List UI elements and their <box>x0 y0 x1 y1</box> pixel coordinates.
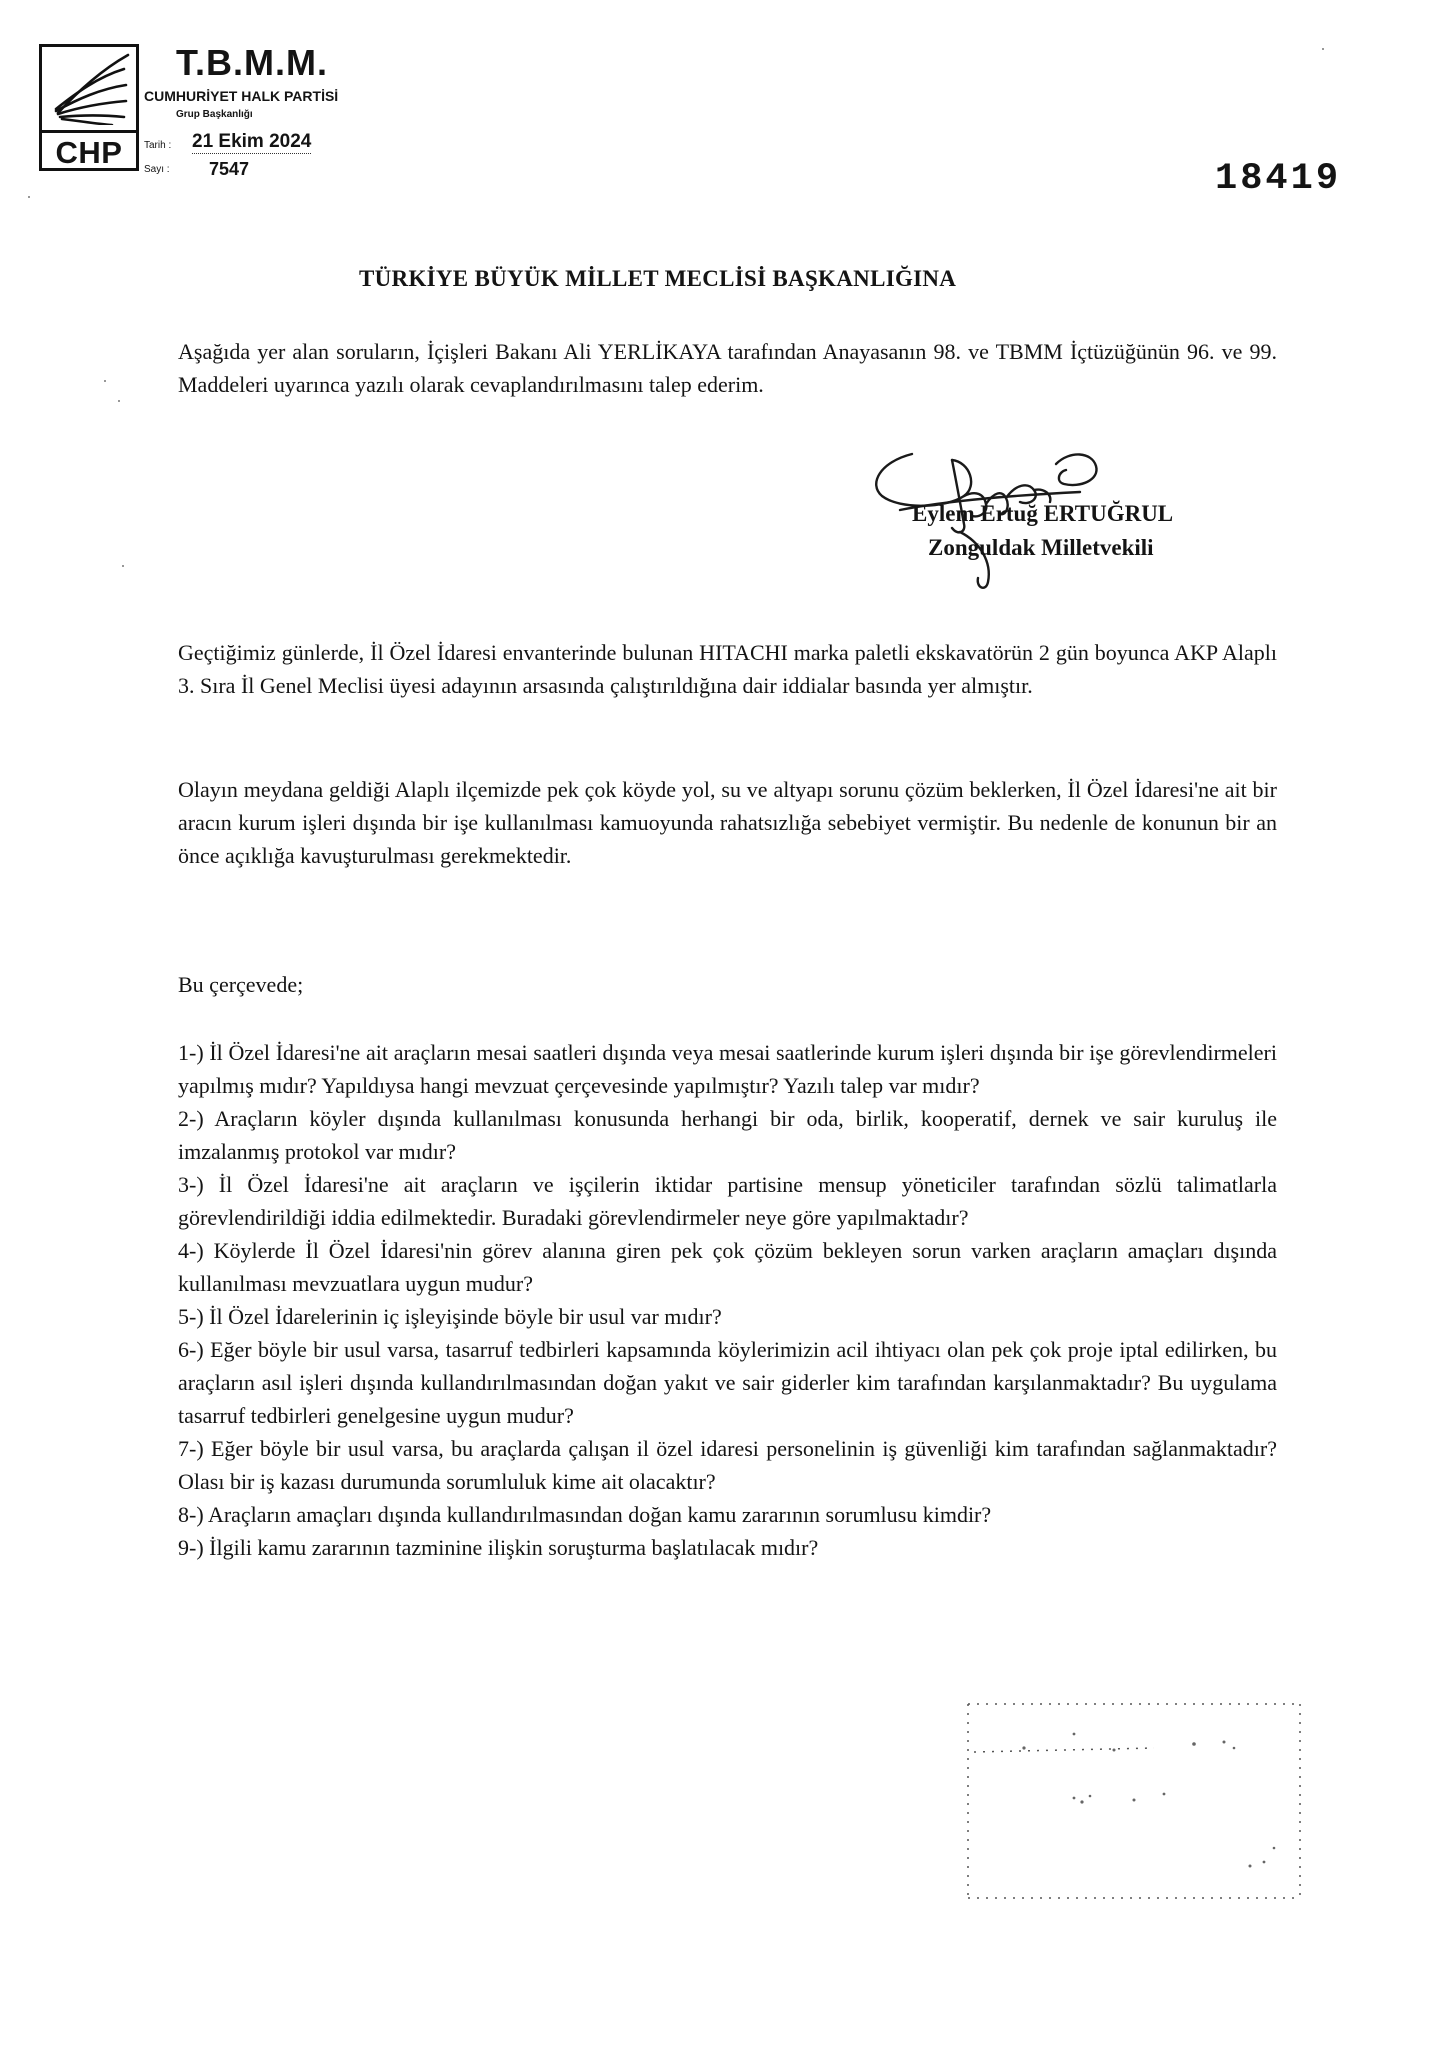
logo-text: CHP <box>55 135 123 170</box>
logo-divider <box>42 130 136 133</box>
party-name: CUMHURİYET HALK PARTİSİ <box>144 88 339 104</box>
question-item: 2-) Araçların köyler dışında kullanılması konusunda herhangi bir oda, birlik, kooperatif, dernek ve sair kuruluş ile imzalanmış protokol var mıdır? <box>178 1106 1277 1164</box>
scan-speck <box>28 196 30 198</box>
paragraph-context: Olayın meydana geldiği Alaplı ilçemizde pek çok köyde yol, su ve altyapı sorunu çözüm beklerken, İl Özel İdaresi'ne ait bir aracın kurum işleri dışında bir işe kullanılması kamuoyunda rahatsızlığa sebebiyet vermiştir. Bu nedenle de konunun bir an önce açıklığa kavuşturulması gerekmektedir. <box>178 777 1277 868</box>
paragraph-allegation: Geçtiğimiz günlerde, İl Özel İdaresi envanterinde bulunan HITACHI marka paletli ekskavatörün 2 gün boyunca AKP Alaplı 3. Sıra İl Genel Meclisi üyesi adayının arsasında çalıştırıldığına dair iddialar basında yer almıştır. <box>178 640 1277 698</box>
document-title: TÜRKİYE BÜYÜK MİLLET MECLİSİ BAŞKANLIĞINA <box>359 266 957 291</box>
question-item: 7-) Eğer böyle bir usul varsa, bu araçlarda çalışan il özel idaresi personelinin iş güvenliği kim tarafından sağlanmaktadır? Olası bir iş kazası durumunda sorumluluk kime ait olacaktır? <box>178 1436 1277 1494</box>
question-item: 6-) Eğer böyle bir usul varsa, tasarruf tedbirleri kapsamında köylerimizin acil ihtiyacı olan pek çok proje iptal edilirken, bu araçların asıl işleri dışında kullandırılmasından doğan yakıt ve sair giderler kim tarafından karşılanmaktadır? Bu uygulama tasarruf tedbirleri genelgesine uygun mudur? <box>178 1337 1277 1428</box>
receipt-stamp <box>964 1698 1304 1904</box>
chp-logo <box>39 44 139 171</box>
paragraph-transition: Bu çerçevede; <box>178 972 304 997</box>
question-list <box>178 1036 1277 1564</box>
institution-name: T.B.M.M. <box>176 42 328 83</box>
number-label: Sayı : <box>144 164 170 175</box>
scan-speck <box>118 400 120 402</box>
intro-paragraph: Aşağıda yer alan soruların, İçişleri Bakanı Ali YERLİKAYA tarafından Anayasanın 98. ve TBMM İçtüzüğünün 96. ve 99. Maddeleri uyarınca yazılı olarak cevaplandırılmasını talep ederim. <box>178 339 1277 397</box>
signatory-title: Zonguldak Milletvekili <box>928 535 1154 560</box>
group-name: Grup Başkanlığı <box>176 109 253 120</box>
question-item: 8-) Araçların amaçları dışında kullandırılmasından doğan kamu zararının sorumlusu kimdir? <box>178 1502 992 1527</box>
question-item: 5-) İl Özel İdarelerinin iç işleyişinde böyle bir usul var mıdır? <box>178 1304 722 1329</box>
scan-speck <box>122 565 124 567</box>
question-item: 9-) İlgili kamu zararının tazminine ilişkin soruşturma başlatılacak mıdır? <box>178 1535 819 1560</box>
scan-speck <box>1322 48 1324 50</box>
question-item: 3-) İl Özel İdaresi'ne ait araçların ve işçilerin iktidar partisine mensup yöneticiler tarafından sözlü talimatlarla görevlendirildiği iddia edilmektedir. Buradaki görevlendirmeler neye göre yapılmaktadır? <box>178 1172 1277 1230</box>
registry-stamp-number: 18419 <box>1215 158 1342 200</box>
six-arrows-icon <box>48 51 132 125</box>
signatory-name: Eylem Ertuğ ERTUĞRUL <box>912 501 1174 526</box>
document-number: 7547 <box>209 159 250 179</box>
document-date: 21 Ekim 2024 <box>192 131 312 152</box>
question-item: 4-) Köylerde İl Özel İdaresi'nin görev alanına giren pek çok çözüm bekleyen sorun varken araçların amaçları dışında kullanılması mevzuatlara uygun mudur? <box>178 1238 1277 1296</box>
question-item: 1-) İl Özel İdaresi'ne ait araçların mesai saatleri dışında veya mesai saatlerinde kurum işleri dışında bir işe görevlendirmeleri yapılmış mıdır? Yapıldıysa hangi mevzuat çerçevesinde yapılmıştır? Yazılı talep var mıdır? <box>178 1040 1277 1098</box>
scan-speck <box>104 380 106 382</box>
date-label: Tarih : <box>144 140 172 151</box>
